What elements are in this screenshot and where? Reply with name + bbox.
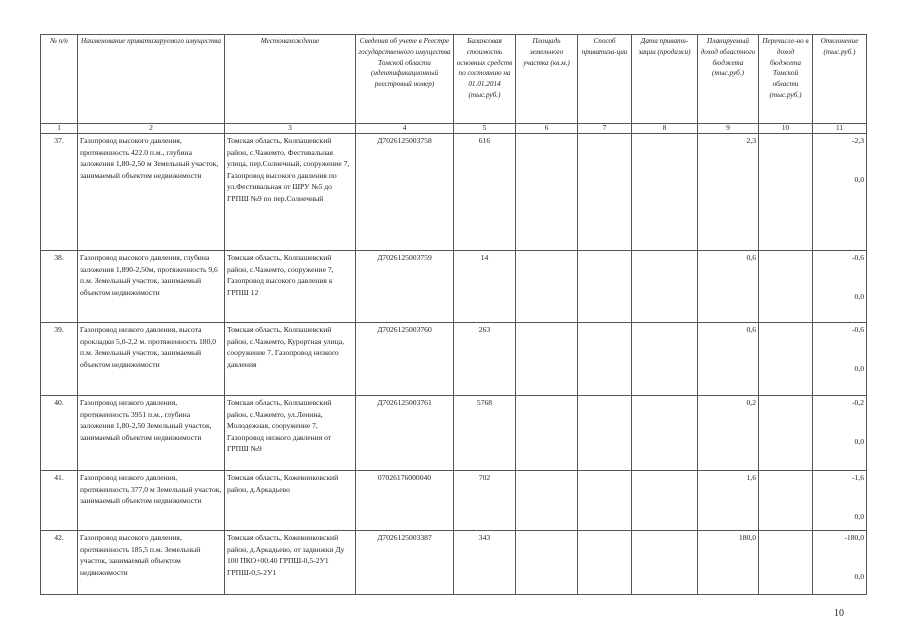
property-name: Газопровод высокого давления, протяженность 422.0 п.м., глубина заложения 1,80-2,50 м Земельный участок, занимаемый объектом недвижимости [78,134,225,251]
property-name: Газопровод низкого давления, протяженность 377,0 м Земельный участок, занимаемый объектом недвижимости [78,471,225,531]
balance-value: 343 [454,531,516,595]
planned-income: 0,2 [698,396,759,471]
registry-number: Д7026125003759 [356,251,454,323]
registry-number: 07026176000040 [356,471,454,531]
privatization-method [578,471,632,531]
balance-value: 14 [454,251,516,323]
row-number: 42. [41,531,78,595]
column-number: 2 [78,124,225,134]
registry-number: Д7026125003761 [356,396,454,471]
transferred-income [759,134,813,251]
property-name: Газопровод высокого давления, протяженность 185,5 п.м. Земельный участок, занимаемый объектом недвижимости [78,531,225,595]
planned-income: 1,6 [698,471,759,531]
privatization-method [578,323,632,396]
property-name: Газопровод низкого давления, протяженность 3951 п.м., глубина заложения 1,80-2,50 Земельный участок, занимаемый объектом недвижимости [78,396,225,471]
column-number-row [41,124,867,134]
privatization-date [632,531,698,595]
registry-number: Д7026125003758 [356,134,454,251]
deviation [813,323,867,396]
column-number: 7 [578,124,632,134]
header-cell: Дата привати-зации (продажи) [632,35,698,124]
deviation-land-value: 0,0 [854,511,864,521]
deviation-value: -0,2 [851,398,864,407]
planned-income: 2,3 [698,134,759,251]
land-area [516,251,578,323]
table-row [41,531,867,595]
land-area [516,531,578,595]
location: Томская область, Колпашевский район, с.Чажемто, Фестивальная улица, пер.Солнечный, сооружение 7, Газопровод высокого давления по ул.Фестивальная от ШРУ №5 до ГРПШ №9 по пер.Солнечный [225,134,356,251]
transferred-income [759,323,813,396]
header-cell: № п/п [41,35,78,124]
deviation [813,471,867,531]
deviation-land-value: 0,0 [854,571,864,581]
location: Томская область, Кожевниковский район, д.Аркадьево [225,471,356,531]
property-name: Газопровод низкого давления, высота прокладки 5,0-2,2 м. протяженность 180,0 п.м. Земельный участок, занимаемый объектом недвижимости [78,323,225,396]
table-row [41,134,867,251]
header-cell: Сведения об учете в Реестре государственного имущества Томской области (идентификационный реестровый номер) [356,35,454,124]
land-area [516,396,578,471]
deviation [813,396,867,471]
column-number: 8 [632,124,698,134]
row-number: 38. [41,251,78,323]
header-cell: Перечисле-но в доход бюджета Томской области (тыс.руб.) [759,35,813,124]
balance-value: 5768 [454,396,516,471]
column-number: 9 [698,124,759,134]
privatization-date [632,134,698,251]
row-number: 41. [41,471,78,531]
privatization-date [632,323,698,396]
header-cell: Наименование приватизируемого имущества [78,35,225,124]
property-name: Газопровод высокого давления, глубина заложения 1,890-2,50м, протяженность 9,6 п.м. Земельный участок, занимаемый объектом недвижимости [78,251,225,323]
deviation [813,251,867,323]
privatization-table [40,34,867,595]
location: Томская область, Кожевниковский район, д.Аркадьево, от задвижки Ду 100 ПКО+00.40 ГРПШ-0,5-2У1 ГРПШ-0,5-2У1 [225,531,356,595]
deviation-value: -0,6 [851,253,864,262]
row-number: 37. [41,134,78,251]
row-number: 40. [41,396,78,471]
table-row [41,396,867,471]
deviation-value: -2,3 [851,136,864,145]
page-number: 10 [834,608,844,619]
balance-value: 263 [454,323,516,396]
deviation-land-value: 0,0 [854,291,864,301]
land-area [516,471,578,531]
planned-income: 0,6 [698,251,759,323]
column-number: 5 [454,124,516,134]
transferred-income [759,396,813,471]
column-number: 4 [356,124,454,134]
header-row [41,35,867,124]
balance-value: 616 [454,134,516,251]
header-cell: Балансовая стоимость основных средств по состоянию на 01.01.2014 (тыс.руб.) [454,35,516,124]
location: Томская область, Колпашевский район, с.Чажемто, ул.Ленина, Молодежная, сооружение 7, Газопровод низкого давления от ГРПШ №9 [225,396,356,471]
privatization-method [578,134,632,251]
privatization-method [578,531,632,595]
row-number: 39. [41,323,78,396]
registry-number: Д7026125003760 [356,323,454,396]
column-number: 1 [41,124,78,134]
header-cell: Площадь земельного участка (кв.м.) [516,35,578,124]
privatization-method [578,251,632,323]
table-row [41,251,867,323]
transferred-income [759,531,813,595]
registry-number: Д7026125003387 [356,531,454,595]
planned-income: 0,6 [698,323,759,396]
deviation [813,531,867,595]
deviation-value: -1,6 [851,473,864,482]
deviation-land-value: 0,0 [854,436,864,446]
transferred-income [759,251,813,323]
header-cell: Местонахождение [225,35,356,124]
privatization-date [632,251,698,323]
header-cell: Отклонение (тыс.руб.) [813,35,867,124]
header-cell: Планируемый доход областного бюджета (тыс.руб.) [698,35,759,124]
header-cell: Способ приватиза-ции [578,35,632,124]
table-row [41,471,867,531]
deviation-land-value: 0,0 [854,363,864,373]
transferred-income [759,471,813,531]
deviation-land-value: 0,0 [854,174,864,184]
deviation-value: -180,0 [844,533,864,542]
privatization-date [632,471,698,531]
privatization-date [632,396,698,471]
land-area [516,323,578,396]
privatization-method [578,396,632,471]
deviation-value: -0,6 [851,325,864,334]
deviation [813,134,867,251]
planned-income: 180,0 [698,531,759,595]
land-area [516,134,578,251]
location: Томская область, Колпашевский район, с.Чажемто, сооружение 7, Газопровод высокого давления к ГРПШ 12 [225,251,356,323]
location: Томская область, Колпашевский район, с.Чажемто, Курортная улица, сооружение 7, Газопровод низкого давления [225,323,356,396]
column-number: 10 [759,124,813,134]
column-number: 3 [225,124,356,134]
column-number: 6 [516,124,578,134]
table-row [41,323,867,396]
column-number: 11 [813,124,867,134]
balance-value: 702 [454,471,516,531]
